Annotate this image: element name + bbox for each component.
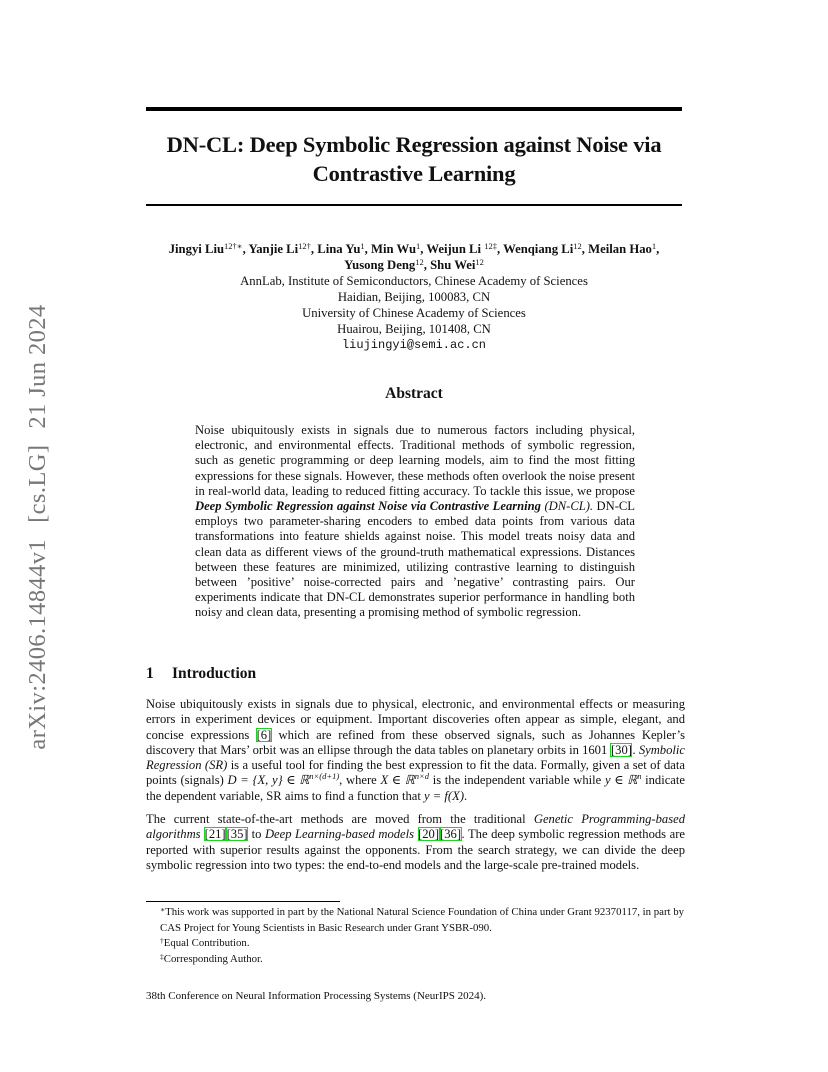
footnote-rule — [146, 901, 340, 902]
affiliation: AnnLab, Institute of Semiconductors, Chinese Academy of Sciences — [240, 274, 588, 288]
arxiv-category: [cs.LG] — [24, 444, 51, 523]
math: X ∈ ℝ — [380, 773, 415, 788]
author-name: Min Wu — [371, 242, 417, 256]
author-line-2: Yusong Deng$^{12}$, Shu Wei$^{12}$ — [344, 257, 484, 272]
math-superscript: n×d — [414, 771, 430, 782]
text-run: . — [632, 742, 636, 757]
citation-label: [21] — [204, 827, 226, 842]
text-run: , where — [339, 773, 381, 788]
paper-title: DN-CL: Deep Symbolic Regression against Noise via Contrastive Learning — [166, 132, 662, 186]
text-run: is a useful tool for finding the best expression to fit the data. Formally, given a set of data points (signals) — [146, 758, 685, 788]
citation-label: [20] — [418, 827, 440, 842]
math-superscript: n — [637, 771, 642, 782]
text-run: to — [248, 827, 265, 842]
text-run: . — [464, 788, 468, 803]
title-bottom-rule — [146, 204, 682, 206]
text-run: Noise ubiquitously exists in signals due to physical, electronic, and environmental effects or measuring errors in experiment devices or equipment. Important discoveries often appear as simple, elegant, and concise expressions — [146, 697, 685, 742]
citation-link[interactable] — [610, 743, 632, 757]
citation-link[interactable] — [440, 827, 462, 841]
math-superscript: n×(d+1) — [309, 771, 340, 782]
author-mark: 1 — [360, 241, 365, 251]
author-mark: 1 — [651, 241, 657, 251]
emphasis: Symbolic Regression (SR) — [146, 742, 685, 773]
author-name: Weijun Li — [426, 242, 482, 256]
citation-link[interactable] — [256, 728, 272, 742]
abstract-part: DN-CL employs two parameter-sharing encoders to embed data points from various data transformations into feature shields against noise. This model treats noisy data and clean data as different views of the ground-truth mathematical expressions. Distances between these features are minimized, utilizing contrastive learning to distinguish between ’positive’ noise-corrected pairs and ’negative’ contrasting pairs. Our experiments indicate that DN-CL demonstrates superior performance in handling both noisy and clean data, presenting a promising method of symbolic regression. — [195, 499, 636, 620]
author-name: Shu Wei — [430, 258, 476, 272]
footnote — [146, 952, 685, 968]
author-mark: 12† — [298, 241, 311, 251]
author-name: Lina Yu — [317, 242, 361, 256]
footnotes — [146, 905, 685, 967]
citation-label: [30] — [610, 742, 632, 757]
footnote — [146, 905, 685, 936]
citation-link[interactable] — [226, 827, 248, 841]
author-name: Meilan Hao — [588, 242, 652, 256]
math: D = {X, y} ∈ ℝ — [227, 773, 310, 788]
abstract-emphasis-acronym: (DN-CL). — [544, 499, 594, 514]
text-run: which are refined from these observed signals, such as Johannes Kepler’s discovery that Mars’ orbit was an ellipse through the data tables on planetary orbits in 1601 — [146, 727, 685, 757]
abstract-emphasis: Deep Symbolic Regression against Noise via Contrastive Learning — [195, 499, 541, 514]
emphasis: Genetic Programming-based algorithms — [146, 812, 685, 842]
citation-link[interactable] — [204, 827, 226, 841]
citation-label: [35] — [226, 827, 248, 842]
footnote-text: Equal Contribution. — [163, 937, 250, 949]
author-block — [140, 241, 688, 353]
section-heading — [146, 665, 256, 683]
section-title: Introduction — [172, 665, 257, 682]
author-mark: 12 — [415, 257, 424, 267]
author-mark: 12 — [475, 257, 484, 267]
abstract-part: Noise ubiquitously exists in signals due to numerous factors including physical, electronic, and environmental effects. Traditional methods of symbolic regression, such as genetic programming or deep learning models, aim to find the most fitting expressions for these signals. However, these methods often overlook the noise present in real-world data, leading to reduced fitting accuracy. To tackle this issue, we propose — [195, 423, 635, 498]
citation-link[interactable] — [418, 827, 440, 841]
author-name: Yusong Deng — [344, 258, 416, 272]
arxiv-id: arXiv:2406.14844v1 — [24, 538, 51, 750]
citation-label: [6] — [256, 727, 272, 742]
footnote — [146, 936, 685, 952]
conference-footer: 38th Conference on Neural Information Processing Systems (NeurIPS 2024). — [146, 990, 487, 1002]
author-line-1: Jingyi Liu$^{12\dagger∗}$, Yanjie $Li^{12\dagger}$, Lina Yu$^1$, Min Wu$^1$, Weijun Li $^{12\ddagger}$, Wenqiang Li$^{12}$, Meilan Hao$^1$, — [168, 241, 660, 256]
author-name: Yanjie Li — [248, 242, 299, 256]
text-run: . The deep symbolic regression methods are reported with superior results against the opponents. From the search strategy, we can divide the deep symbolic regression into two types: the end-to-end models and the large-scale pre-trained models. — [146, 827, 685, 872]
abstract-text — [195, 423, 635, 621]
footnote-text: Corresponding Author. — [163, 952, 263, 965]
arxiv-date: 21 Jun 2024 — [24, 304, 51, 429]
text-run: The current state-of-the-art methods are moved from the traditional — [146, 812, 534, 826]
text-run: indicate the dependent variable, SR aims to find a function that — [146, 773, 685, 803]
affiliation: University of Chinese Academy of Sciences — [302, 306, 526, 320]
footnote-mark: ∗ — [160, 905, 166, 914]
citation-label: [36] — [440, 827, 462, 842]
author-mark: 12 — [573, 241, 582, 251]
footnote-text: This work was supported in part by the National Natural Science Foundation of China under Grant 92370117, in part by CAS Project for Young Scientists in Basic Research under Grant YSBR-090. — [160, 906, 685, 934]
author-mark: 12‡ — [484, 241, 497, 251]
intro-paragraph-2 — [146, 812, 685, 873]
footnote-mark: ‡ — [160, 951, 164, 961]
math: y = f(X) — [424, 788, 465, 803]
math: y ∈ ℝ — [604, 773, 638, 788]
author-email[interactable]: liujingyi@semi.ac.cn — [341, 338, 487, 352]
emphasis: Deep Learning-based models — [264, 827, 415, 842]
text-run: is the independent variable while — [429, 773, 605, 788]
author-mark: 12†∗ — [224, 241, 243, 251]
abstract-heading: Abstract — [385, 385, 443, 402]
author-name: Jingyi Liu — [168, 242, 225, 256]
footnote-mark: † — [160, 936, 164, 945]
affiliation: Huairou, Beijing, 101408, CN — [337, 322, 491, 336]
author-mark: 1 — [416, 241, 421, 251]
title-top-rule — [146, 107, 682, 111]
author-name: Wenqiang Li — [503, 242, 574, 256]
intro-paragraph-1 — [146, 697, 685, 804]
section-number: 1 — [146, 665, 154, 682]
affiliation: Haidian, Beijing, 100083, CN — [337, 290, 491, 304]
arxiv-stamp — [24, 304, 52, 749]
